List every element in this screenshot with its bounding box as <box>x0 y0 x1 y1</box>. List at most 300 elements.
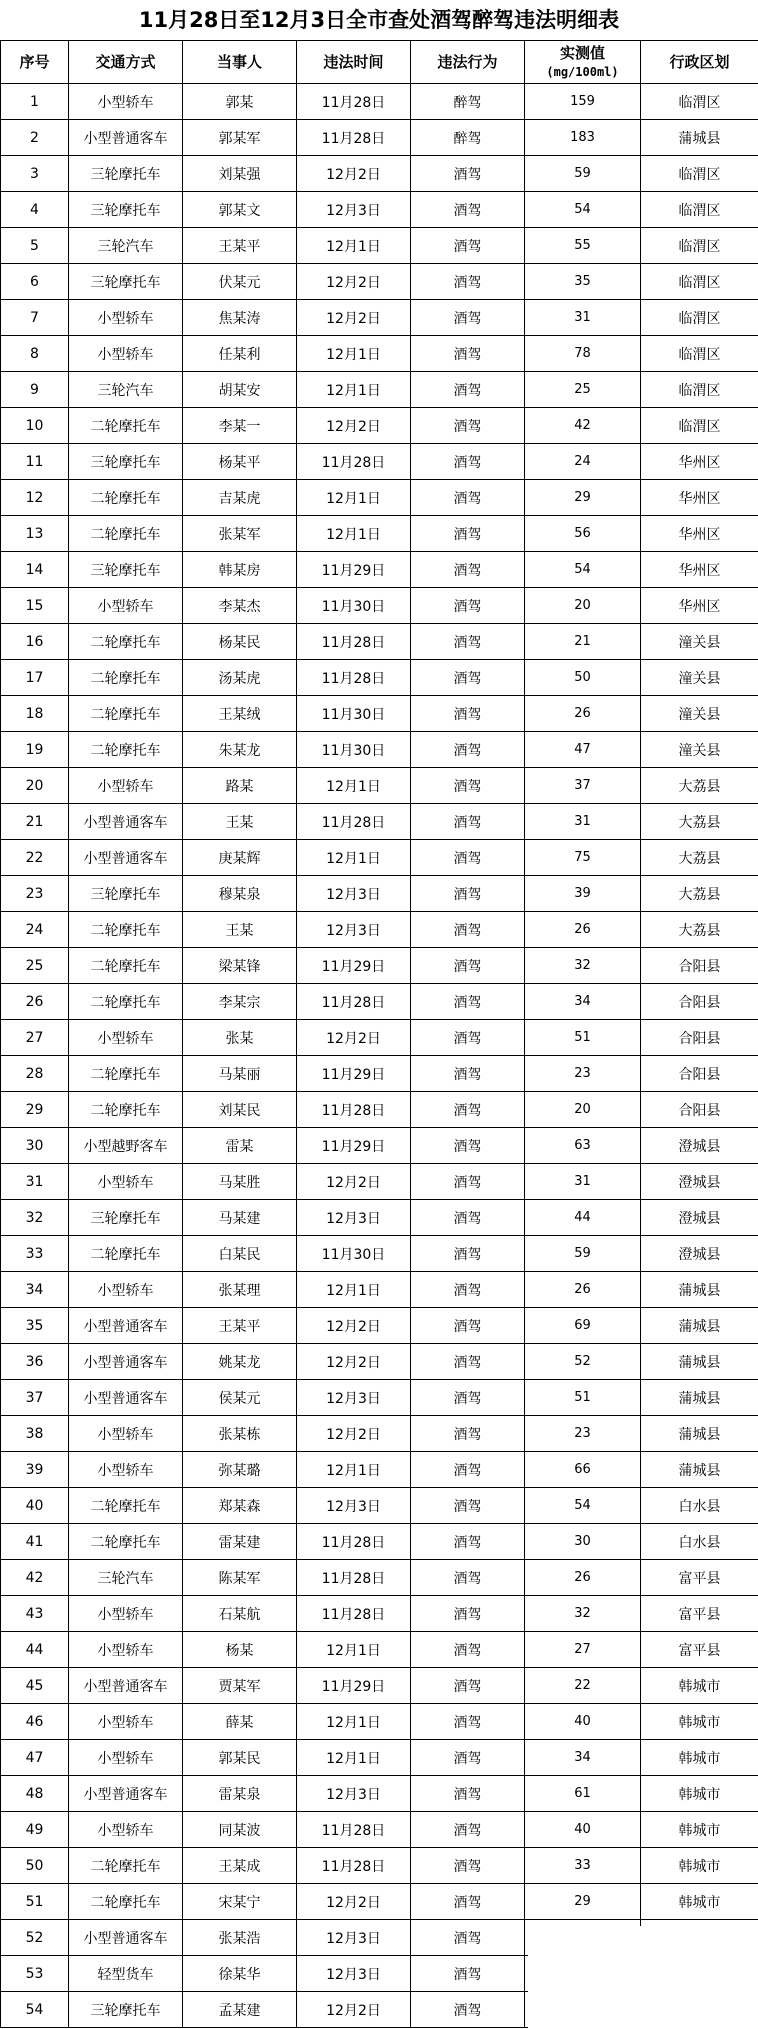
cell-violation-date: 12月3日 <box>297 876 411 912</box>
cell-violation-type: 酒驾 <box>411 1740 525 1776</box>
cell-index: 32 <box>1 1200 69 1236</box>
cell-violation-date: 11月28日 <box>297 624 411 660</box>
cell-vehicle-type: 二轮摩托车 <box>69 408 183 444</box>
table-row <box>1 732 758 768</box>
cell-violation-type: 酒驾 <box>411 516 525 552</box>
cell-district: 澄城县 <box>641 1200 758 1236</box>
header-district: 行政区划 <box>641 41 758 84</box>
cell-party: 雷某建 <box>183 1524 297 1560</box>
cell-vehicle-type: 小型普通客车 <box>69 1380 183 1416</box>
cell-district: 蒲城县 <box>641 1416 758 1452</box>
cell-measured-value: 40 <box>525 1812 641 1848</box>
header-row <box>1 41 758 84</box>
table-row <box>1 660 758 696</box>
cell-index: 36 <box>1 1344 69 1380</box>
cell-measured-value: 59 <box>525 1236 641 1272</box>
cell-violation-type: 酒驾 <box>411 840 525 876</box>
cell-vehicle-type: 三轮摩托车 <box>69 444 183 480</box>
cell-party: 王某 <box>183 804 297 840</box>
cell-violation-type: 酒驾 <box>411 588 525 624</box>
table-row <box>1 984 758 1020</box>
cell-party: 张某军 <box>183 516 297 552</box>
cell-district: 潼关县 <box>641 696 758 732</box>
table-row <box>1 696 758 732</box>
cell-measured-value: 44 <box>525 1200 641 1236</box>
table-row <box>1 1596 758 1632</box>
cell-violation-type: 酒驾 <box>411 192 525 228</box>
cell-index: 46 <box>1 1704 69 1740</box>
cell-measured-value: 183 <box>525 120 641 156</box>
cell-index: 14 <box>1 552 69 588</box>
cell-district: 大荔县 <box>641 804 758 840</box>
cell-district: 临渭区 <box>641 336 758 372</box>
cell-violation-date: 12月1日 <box>297 768 411 804</box>
cell-vehicle-type: 二轮摩托车 <box>69 984 183 1020</box>
cell-violation-date: 12月1日 <box>297 228 411 264</box>
table-row <box>1 948 758 984</box>
cell-violation-date: 12月2日 <box>297 1992 411 2028</box>
header-violation-type: 违法行为 <box>411 41 525 84</box>
cell-violation-type: 酒驾 <box>411 1452 525 1488</box>
cell-violation-type: 酒驾 <box>411 1092 525 1128</box>
cell-party: 吉某虎 <box>183 480 297 516</box>
cell-vehicle-type: 三轮摩托车 <box>69 552 183 588</box>
cell-district: 澄城县 <box>641 1164 758 1200</box>
cell-violation-type: 酒驾 <box>411 732 525 768</box>
table-row <box>1 84 758 120</box>
cell-violation-type: 酒驾 <box>411 1020 525 1056</box>
cell-vehicle-type: 轻型货车 <box>69 1956 183 1992</box>
table-row <box>1 1308 758 1344</box>
cell-district: 潼关县 <box>641 660 758 696</box>
cell-district: 临渭区 <box>641 408 758 444</box>
cell-index: 52 <box>1 1920 69 1956</box>
cell-index: 40 <box>1 1488 69 1524</box>
cell-violation-type: 酒驾 <box>411 1416 525 1452</box>
header-vehicle-type: 交通方式 <box>69 41 183 84</box>
cell-measured-value: 54 <box>525 1488 641 1524</box>
cell-violation-type: 酒驾 <box>411 1344 525 1380</box>
cell-district: 白水县 <box>641 1488 758 1524</box>
cell-party: 韩某房 <box>183 552 297 588</box>
cell-violation-date: 11月30日 <box>297 1236 411 1272</box>
cell-violation-date: 12月1日 <box>297 1740 411 1776</box>
cell-measured-value: 30 <box>525 1524 641 1560</box>
cell-party: 石某航 <box>183 1596 297 1632</box>
cell-vehicle-type: 小型普通客车 <box>69 120 183 156</box>
cell-violation-type: 酒驾 <box>411 156 525 192</box>
cell-violation-date: 12月1日 <box>297 1704 411 1740</box>
cell-index: 27 <box>1 1020 69 1056</box>
cell-measured-value: 66 <box>525 1452 641 1488</box>
cell-violation-date: 11月30日 <box>297 696 411 732</box>
cell-violation-type: 酒驾 <box>411 1992 525 2028</box>
cell-district: 大荔县 <box>641 768 758 804</box>
cell-party: 李某宗 <box>183 984 297 1020</box>
cell-measured-value: 32 <box>525 1596 641 1632</box>
cell-violation-type: 酒驾 <box>411 1524 525 1560</box>
cell-violation-date: 12月2日 <box>297 1416 411 1452</box>
cell-measured-value: 69 <box>525 1308 641 1344</box>
cell-index: 4 <box>1 192 69 228</box>
table-row <box>1 1128 758 1164</box>
cell-vehicle-type: 二轮摩托车 <box>69 624 183 660</box>
cell-vehicle-type: 三轮摩托车 <box>69 192 183 228</box>
cell-district: 韩城市 <box>641 1740 758 1776</box>
table-row <box>1 1632 758 1668</box>
cell-violation-type: 酒驾 <box>411 768 525 804</box>
cell-district: 华州区 <box>641 552 758 588</box>
cell-party: 刘某强 <box>183 156 297 192</box>
cell-violation-type: 酒驾 <box>411 1200 525 1236</box>
cell-violation-type: 酒驾 <box>411 228 525 264</box>
cell-vehicle-type: 二轮摩托车 <box>69 480 183 516</box>
cell-vehicle-type: 二轮摩托车 <box>69 1236 183 1272</box>
cell-violation-date: 12月1日 <box>297 480 411 516</box>
table-row <box>1 912 758 948</box>
cell-violation-type: 酒驾 <box>411 1776 525 1812</box>
cell-party: 郭某文 <box>183 192 297 228</box>
table-row <box>1 552 758 588</box>
cell-violation-date: 12月2日 <box>297 1884 411 1920</box>
cell-vehicle-type: 二轮摩托车 <box>69 912 183 948</box>
cell-violation-date: 11月28日 <box>297 1092 411 1128</box>
cell-index: 15 <box>1 588 69 624</box>
cell-violation-type: 酒驾 <box>411 1128 525 1164</box>
cell-party: 刘某民 <box>183 1092 297 1128</box>
cell-party: 王某平 <box>183 228 297 264</box>
cell-vehicle-type: 小型轿车 <box>69 300 183 336</box>
cell-district: 韩城市 <box>641 1884 758 1920</box>
cell-party: 马某建 <box>183 1200 297 1236</box>
cell-party: 伏某元 <box>183 264 297 300</box>
cell-violation-type: 酒驾 <box>411 1884 525 1920</box>
cell-party: 穆某泉 <box>183 876 297 912</box>
cell-violation-type: 酒驾 <box>411 1632 525 1668</box>
cell-district: 合阳县 <box>641 1020 758 1056</box>
cell-violation-date: 12月1日 <box>297 372 411 408</box>
cell-vehicle-type: 小型越野客车 <box>69 1128 183 1164</box>
cell-district: 富平县 <box>641 1596 758 1632</box>
cell-party: 侯某元 <box>183 1380 297 1416</box>
cell-party: 王某成 <box>183 1848 297 1884</box>
cell-district: 蒲城县 <box>641 1380 758 1416</box>
cell-index: 2 <box>1 120 69 156</box>
cell-measured-value: 26 <box>525 912 641 948</box>
cell-violation-type: 酒驾 <box>411 1596 525 1632</box>
cell-vehicle-type: 小型轿车 <box>69 1704 183 1740</box>
cell-index: 50 <box>1 1848 69 1884</box>
cell-district: 临渭区 <box>641 156 758 192</box>
table-row <box>1 1344 758 1380</box>
cell-measured-value: 52 <box>525 1344 641 1380</box>
cell-vehicle-type: 小型轿车 <box>69 1020 183 1056</box>
cell-measured-value: 31 <box>525 804 641 840</box>
table-row <box>1 1884 758 1920</box>
cell-district: 蒲城县 <box>641 1272 758 1308</box>
cell-measured-value: 23 <box>525 1416 641 1452</box>
cell-violation-type: 酒驾 <box>411 912 525 948</box>
cell-index: 19 <box>1 732 69 768</box>
cell-index: 42 <box>1 1560 69 1596</box>
cell-violation-date: 12月2日 <box>297 1308 411 1344</box>
cell-party: 王某 <box>183 912 297 948</box>
cell-index: 11 <box>1 444 69 480</box>
cell-violation-date: 12月2日 <box>297 1344 411 1380</box>
cell-violation-type: 酒驾 <box>411 660 525 696</box>
cell-vehicle-type: 二轮摩托车 <box>69 660 183 696</box>
table-row <box>1 1776 758 1812</box>
cell-violation-type: 醉驾 <box>411 120 525 156</box>
cell-violation-type: 酒驾 <box>411 300 525 336</box>
table-row <box>1 1668 758 1704</box>
cell-district: 临渭区 <box>641 372 758 408</box>
cell-party: 郑某森 <box>183 1488 297 1524</box>
cell-vehicle-type: 小型普通客车 <box>69 1668 183 1704</box>
cell-vehicle-type: 小型普通客车 <box>69 1308 183 1344</box>
cell-measured-value: 61 <box>525 1776 641 1812</box>
cell-violation-type: 酒驾 <box>411 1272 525 1308</box>
cell-party: 宋某宁 <box>183 1884 297 1920</box>
cell-party: 郭某 <box>183 84 297 120</box>
cell-party: 张某浩 <box>183 1920 297 1956</box>
cell-party: 张某 <box>183 1020 297 1056</box>
cell-violation-date: 12月3日 <box>297 1380 411 1416</box>
cell-violation-type: 酒驾 <box>411 624 525 660</box>
table-row <box>1 1524 758 1560</box>
cell-vehicle-type: 二轮摩托车 <box>69 696 183 732</box>
cell-party: 雷某 <box>183 1128 297 1164</box>
cell-violation-date: 12月1日 <box>297 516 411 552</box>
cell-district: 澄城县 <box>641 1128 758 1164</box>
table-row <box>1 156 758 192</box>
cell-measured-value: 51 <box>525 1020 641 1056</box>
cell-party: 王某平 <box>183 1308 297 1344</box>
cell-index: 7 <box>1 300 69 336</box>
cell-vehicle-type: 小型轿车 <box>69 1452 183 1488</box>
cell-vehicle-type: 小型轿车 <box>69 1596 183 1632</box>
cell-violation-type: 酒驾 <box>411 948 525 984</box>
cell-violation-date: 11月30日 <box>297 732 411 768</box>
cell-violation-date: 12月3日 <box>297 912 411 948</box>
header-index: 序号 <box>1 41 69 84</box>
cell-violation-date: 11月28日 <box>297 984 411 1020</box>
cell-party: 同某波 <box>183 1812 297 1848</box>
cell-vehicle-type: 三轮摩托车 <box>69 156 183 192</box>
cell-vehicle-type: 小型轿车 <box>69 1272 183 1308</box>
cell-district: 临渭区 <box>641 300 758 336</box>
cell-party: 孟某建 <box>183 1992 297 2028</box>
cell-violation-type: 酒驾 <box>411 984 525 1020</box>
cell-index: 44 <box>1 1632 69 1668</box>
cell-party: 姚某龙 <box>183 1344 297 1380</box>
cell-district: 白水县 <box>641 1524 758 1560</box>
cell-violation-date: 11月29日 <box>297 948 411 984</box>
cell-index: 23 <box>1 876 69 912</box>
cell-violation-type: 酒驾 <box>411 1164 525 1200</box>
cell-vehicle-type: 小型轿车 <box>69 768 183 804</box>
table-row <box>1 768 758 804</box>
table-row <box>1 1380 758 1416</box>
cell-violation-type: 酒驾 <box>411 1056 525 1092</box>
cell-district: 大荔县 <box>641 876 758 912</box>
cell-vehicle-type: 小型轿车 <box>69 336 183 372</box>
cell-index: 33 <box>1 1236 69 1272</box>
table-row <box>1 1092 758 1128</box>
cell-district: 韩城市 <box>641 1776 758 1812</box>
cell-index: 39 <box>1 1452 69 1488</box>
cell-vehicle-type: 二轮摩托车 <box>69 1092 183 1128</box>
cell-violation-date: 12月3日 <box>297 1956 411 1992</box>
cell-measured-value: 35 <box>525 264 641 300</box>
cell-violation-date: 12月3日 <box>297 1200 411 1236</box>
cell-violation-date: 11月28日 <box>297 1812 411 1848</box>
cell-violation-type: 酒驾 <box>411 1560 525 1596</box>
table-row <box>1 1236 758 1272</box>
table-row <box>1 192 758 228</box>
cell-violation-type: 酒驾 <box>411 1704 525 1740</box>
table-row <box>1 840 758 876</box>
cell-measured-value: 32 <box>525 948 641 984</box>
cell-measured-value: 54 <box>525 192 641 228</box>
table-row <box>1 1272 758 1308</box>
cell-index: 38 <box>1 1416 69 1452</box>
table-row <box>1 372 758 408</box>
cell-vehicle-type: 小型普通客车 <box>69 804 183 840</box>
cell-vehicle-type: 二轮摩托车 <box>69 1884 183 1920</box>
cell-party: 徐某华 <box>183 1956 297 1992</box>
cell-measured-value: 29 <box>525 480 641 516</box>
cell-measured-value: 34 <box>525 1740 641 1776</box>
cell-district: 澄城县 <box>641 1236 758 1272</box>
cell-vehicle-type: 二轮摩托车 <box>69 1848 183 1884</box>
cell-vehicle-type: 小型轿车 <box>69 1416 183 1452</box>
cell-district: 合阳县 <box>641 1056 758 1092</box>
cell-violation-date: 11月28日 <box>297 1524 411 1560</box>
table-row <box>1 264 758 300</box>
cell-index: 51 <box>1 1884 69 1920</box>
table-row <box>1 1740 758 1776</box>
table-row <box>1 408 758 444</box>
cell-violation-date: 12月1日 <box>297 840 411 876</box>
cell-index: 1 <box>1 84 69 120</box>
cell-party: 任某利 <box>183 336 297 372</box>
cell-district: 临渭区 <box>641 264 758 300</box>
cell-party: 马某丽 <box>183 1056 297 1092</box>
cell-violation-type: 酒驾 <box>411 444 525 480</box>
cell-party: 汤某虎 <box>183 660 297 696</box>
cell-index: 48 <box>1 1776 69 1812</box>
cell-index: 31 <box>1 1164 69 1200</box>
cell-violation-type: 酒驾 <box>411 372 525 408</box>
cell-district: 合阳县 <box>641 984 758 1020</box>
cell-index: 9 <box>1 372 69 408</box>
cell-party: 郭某民 <box>183 1740 297 1776</box>
cell-violation-date: 12月1日 <box>297 1632 411 1668</box>
cell-party: 路某 <box>183 768 297 804</box>
cell-district: 蒲城县 <box>641 1344 758 1380</box>
table-row <box>1 336 758 372</box>
cell-party: 郭某军 <box>183 120 297 156</box>
cell-party: 弥某璐 <box>183 1452 297 1488</box>
cell-measured-value: 55 <box>525 228 641 264</box>
cropped-corner <box>528 1926 758 2029</box>
cell-violation-date: 11月28日 <box>297 120 411 156</box>
header-measured-value <box>525 41 641 84</box>
cell-measured-value: 24 <box>525 444 641 480</box>
cell-measured-value: 40 <box>525 1704 641 1740</box>
violations-table <box>0 40 758 2028</box>
table-row <box>1 876 758 912</box>
cell-party: 朱某龙 <box>183 732 297 768</box>
cell-index: 8 <box>1 336 69 372</box>
cell-party: 李某杰 <box>183 588 297 624</box>
table-row <box>1 480 758 516</box>
cell-index: 12 <box>1 480 69 516</box>
cell-district: 临渭区 <box>641 84 758 120</box>
cell-vehicle-type: 二轮摩托车 <box>69 948 183 984</box>
cell-violation-date: 11月28日 <box>297 1596 411 1632</box>
cell-vehicle-type: 小型普通客车 <box>69 1920 183 1956</box>
cell-index: 5 <box>1 228 69 264</box>
table-row <box>1 1848 758 1884</box>
cell-measured-value: 56 <box>525 516 641 552</box>
table-row <box>1 1200 758 1236</box>
cell-party: 焦某涛 <box>183 300 297 336</box>
cell-index: 24 <box>1 912 69 948</box>
cell-violation-date: 11月30日 <box>297 588 411 624</box>
cell-party: 杨某民 <box>183 624 297 660</box>
cell-violation-type: 醉驾 <box>411 84 525 120</box>
cell-index: 54 <box>1 1992 69 2028</box>
cell-measured-value: 47 <box>525 732 641 768</box>
cell-violation-type: 酒驾 <box>411 1848 525 1884</box>
cell-violation-type: 酒驾 <box>411 1668 525 1704</box>
cell-violation-type: 酒驾 <box>411 408 525 444</box>
cell-violation-date: 12月1日 <box>297 1272 411 1308</box>
cell-violation-type: 酒驾 <box>411 1308 525 1344</box>
cell-index: 10 <box>1 408 69 444</box>
cell-violation-date: 11月28日 <box>297 444 411 480</box>
cell-district: 合阳县 <box>641 948 758 984</box>
cell-party: 杨某平 <box>183 444 297 480</box>
cell-district: 华州区 <box>641 444 758 480</box>
cell-measured-value: 31 <box>525 1164 641 1200</box>
cell-violation-date: 11月28日 <box>297 1848 411 1884</box>
cell-violation-date: 11月28日 <box>297 84 411 120</box>
cell-district: 华州区 <box>641 588 758 624</box>
cell-violation-type: 酒驾 <box>411 1380 525 1416</box>
cell-violation-date: 11月28日 <box>297 1560 411 1596</box>
table-row <box>1 300 758 336</box>
cell-index: 35 <box>1 1308 69 1344</box>
cell-vehicle-type: 小型轿车 <box>69 1632 183 1668</box>
cell-party: 胡某安 <box>183 372 297 408</box>
cell-party: 陈某军 <box>183 1560 297 1596</box>
cell-vehicle-type: 二轮摩托车 <box>69 1488 183 1524</box>
cell-index: 37 <box>1 1380 69 1416</box>
cell-violation-type: 酒驾 <box>411 264 525 300</box>
cell-measured-value: 33 <box>525 1848 641 1884</box>
cell-index: 30 <box>1 1128 69 1164</box>
table-row <box>1 1416 758 1452</box>
cell-district: 合阳县 <box>641 1092 758 1128</box>
cell-vehicle-type: 二轮摩托车 <box>69 1524 183 1560</box>
cell-violation-date: 12月2日 <box>297 1164 411 1200</box>
cell-vehicle-type: 三轮摩托车 <box>69 264 183 300</box>
table-row <box>1 444 758 480</box>
cell-violation-type: 酒驾 <box>411 480 525 516</box>
